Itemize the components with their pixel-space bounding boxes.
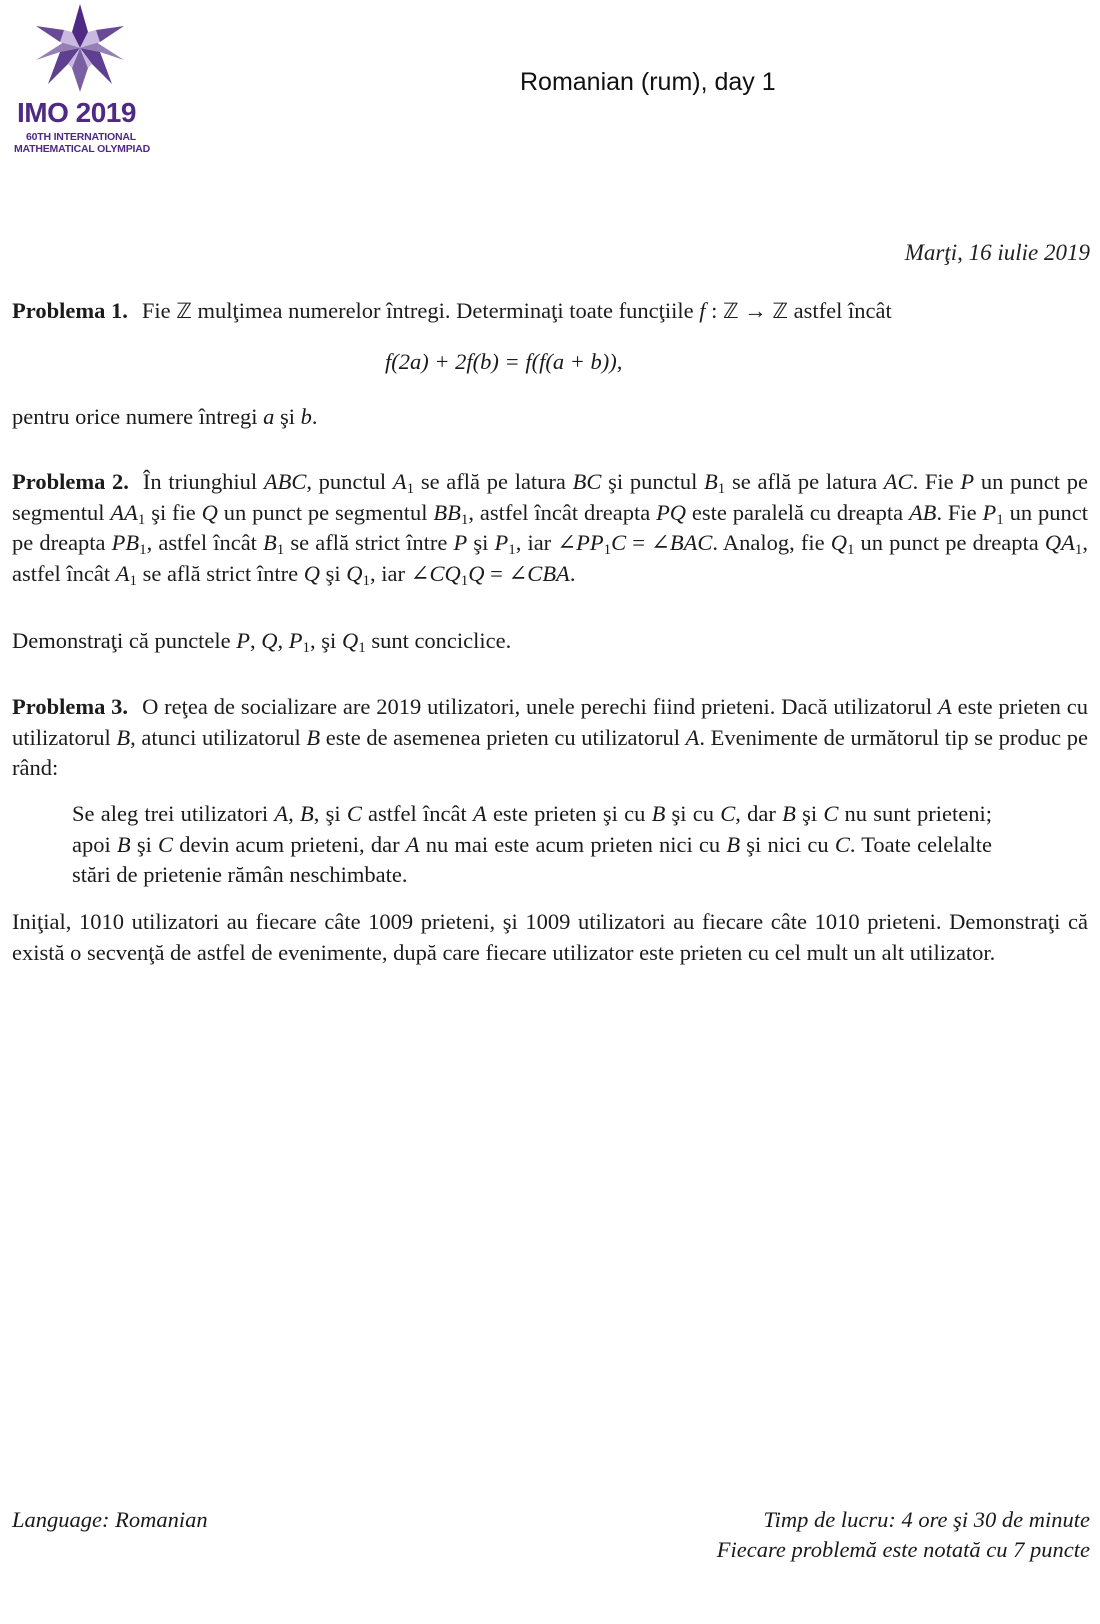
math-var: B (651, 801, 666, 826)
math-var: QA (1044, 530, 1075, 555)
text: şi (274, 404, 301, 429)
text: , (250, 628, 262, 653)
math-var: BC (572, 469, 602, 494)
math-var: a (263, 404, 275, 429)
text: , (277, 628, 289, 653)
math-var: A (405, 831, 420, 857)
problem-3-statement (12, 692, 1088, 784)
problem-1-equation: f(2a) + 2f(b) = f(f(a + b)), (385, 349, 623, 374)
text: şi (130, 831, 159, 857)
text: Fie (141, 298, 177, 323)
math-var: B (116, 831, 131, 857)
math-angle: ∠CBA (508, 560, 570, 586)
text: Demonstraţi că punctele (12, 628, 237, 653)
subscript: 1 (302, 640, 311, 656)
math-var: P (453, 530, 468, 555)
arrow-symbol: → (738, 298, 773, 323)
text: , atunci utilizatorul (130, 724, 307, 750)
text: un punct pe segmentul (12, 469, 1088, 525)
problem-3-event-description (72, 799, 992, 891)
subscript: 1 (276, 542, 285, 558)
math-var: Q (261, 628, 278, 653)
subscript: 1 (460, 511, 469, 528)
text: . Analog, fie (712, 530, 831, 555)
subscript: 1 (717, 481, 726, 497)
page-title: Romanian (rum), day 1 (520, 68, 776, 96)
text: . Fie (936, 499, 983, 525)
math-var: b (300, 404, 312, 429)
math-var: BB (433, 499, 461, 525)
logo-subtitle-line1: 60TH INTERNATIONAL (26, 131, 136, 143)
text: şi (467, 530, 495, 555)
integers-symbol: ℤ (772, 299, 788, 323)
text: . (569, 560, 576, 586)
problem-2 (12, 467, 1088, 589)
equals-symbol: = (626, 530, 652, 555)
text: , iar (370, 560, 411, 586)
text: astfel încât (361, 801, 473, 826)
problem-1-statement (12, 296, 1088, 327)
text: , astfel încât (146, 530, 264, 555)
math-var: C (346, 801, 362, 826)
equals-symbol: = (484, 560, 509, 586)
text: O reţea de socializare are 2019 utilizatori, unele perechi fiind prieteni. Dacă utilizatorul (142, 694, 938, 719)
math-var: Q (303, 560, 321, 586)
text: sunt conciclice. (365, 628, 512, 653)
math-angle: ∠CQ (410, 560, 461, 586)
problem-3-task-text: Iniţial, 1010 utilizatori au fiecare câte 1009 prieteni, şi 1009 utilizatori au fiecare câte 1010 prieteni. Demonstraţi că există o secvenţă de astfel de evenimente, după care fiecare utilizator este prieten cu cel mult un alt utilizator. (12, 909, 1088, 965)
text: . (311, 404, 318, 429)
math-var: B (299, 801, 314, 826)
text: nu sunt prieteni; apoi (72, 801, 992, 857)
math-var: B (263, 530, 277, 555)
text: este prieten şi cu (486, 801, 652, 826)
subscript: 1 (139, 542, 147, 558)
problem-1 (12, 296, 1088, 327)
text: este paralelă cu dreapta (686, 499, 909, 525)
math-var: PB (111, 530, 140, 555)
text: şi (320, 560, 347, 586)
text: . Fie (912, 469, 961, 494)
math-var: B (306, 724, 321, 750)
problem-2-statement (12, 467, 1088, 589)
math-var: A (392, 469, 407, 494)
math-var: C (834, 831, 850, 857)
subscript: 1 (362, 572, 371, 589)
problem-2-label: Problema 2. (12, 469, 129, 494)
math-var: f (699, 298, 706, 323)
text: Se aleg trei utilizatori (72, 801, 275, 826)
subscript: 1 (1074, 542, 1083, 558)
math-var: AA (110, 499, 138, 525)
text: nu mai este acum prieten nici cu (419, 831, 727, 857)
text: şi punctul (601, 469, 705, 494)
math-var: Q (341, 628, 359, 653)
imo-logo (12, 2, 152, 155)
subscript: 1 (996, 511, 1004, 528)
math-var: C (611, 530, 627, 555)
math-var: AC (883, 469, 913, 494)
text: şi cu (665, 801, 721, 826)
math-var: ABC (263, 469, 307, 494)
text: se află pe latura (414, 469, 573, 494)
text: , astfel încât dreapta (468, 499, 657, 525)
subscript: 1 (508, 542, 516, 558)
math-var: C (720, 801, 736, 826)
subscript: 1 (460, 572, 469, 589)
footer-language: Language: Romanian (12, 1507, 208, 1532)
math-var: C (823, 801, 839, 826)
text: şi (795, 801, 824, 826)
text: devin acum prieteni, dar (173, 831, 406, 857)
problem-1-condition (12, 404, 318, 430)
text: , iar (515, 530, 558, 555)
event-rule (72, 799, 992, 891)
integers-symbol: ℤ (722, 299, 739, 323)
text: mulţimea numerelor întregi. Determinaţi toate funcţiile (191, 298, 700, 323)
star-polyhedron-logo-icon (30, 2, 130, 94)
math-var: B (726, 831, 741, 857)
subscript: 1 (603, 542, 612, 558)
text: , astfel încât (12, 530, 1088, 586)
logo-title: IMO 2019 (17, 97, 136, 128)
text: şi nici cu (740, 831, 835, 857)
integers-symbol: ℤ (176, 299, 192, 323)
math-var: Q (468, 560, 485, 586)
text: este de asemenea prieten cu utilizatorul (320, 724, 686, 750)
text: . Toate celelalte stări de prietenie rămân neschimbate. (72, 831, 993, 887)
math-var: AB (908, 499, 937, 525)
math-var: PQ (656, 499, 687, 525)
text: , şi (313, 801, 347, 826)
math-var: P (494, 530, 509, 555)
text: un punct pe segmentul (217, 499, 434, 525)
math-var: Q (346, 560, 363, 586)
problem-3-task (12, 907, 1088, 968)
math-var: A (472, 801, 487, 826)
subscript: 1 (129, 572, 137, 589)
problem-3-label: Problema 3. (12, 694, 129, 719)
footer-time-limit: Timp de lucru: 4 ore şi 30 de minute (763, 1507, 1090, 1532)
text: , punctul (306, 469, 393, 494)
text: În triunghiul (142, 469, 264, 494)
text: , dar (735, 801, 783, 826)
text: un punct pe dreapta (12, 499, 1088, 555)
problem-3 (12, 692, 1088, 784)
text: un punct pe dreapta (854, 530, 1045, 555)
math-angle: ∠BAC (651, 530, 713, 555)
math-var: B (704, 469, 718, 494)
text: , şi (310, 628, 342, 653)
math-var: Q (201, 499, 218, 525)
subscript: 1 (406, 481, 415, 497)
text: : (705, 298, 723, 323)
math-var: P (288, 628, 303, 653)
math-var: A (274, 801, 289, 826)
math-var: B (782, 801, 796, 826)
problem-1-label: Problema 1. (12, 298, 128, 323)
math-var: Q (830, 530, 847, 555)
math-var: A (685, 724, 700, 750)
math-var: A (115, 560, 130, 586)
text: . Evenimente de următorul tip se produc pe rând: (12, 724, 1088, 780)
problem-2-conclusion (12, 628, 511, 654)
math-var: P (982, 499, 997, 525)
subscript: 1 (846, 542, 855, 558)
text: se află strict între (284, 530, 454, 555)
math-var: C (158, 831, 174, 857)
text: şi fie (145, 499, 202, 525)
math-var: B (116, 724, 131, 750)
text: , (288, 801, 300, 826)
math-angle: ∠PP (557, 530, 604, 555)
text: se află strict între (136, 560, 304, 586)
text: se află pe latura (725, 469, 884, 494)
math-var: A (937, 694, 952, 719)
logo-subtitle-line2: MATHEMATICAL OLYMPIAD (14, 143, 150, 155)
text: astfel încât (788, 298, 892, 323)
math-var: P (236, 628, 251, 653)
text: este prieten cu utilizatorul (12, 694, 1089, 750)
subscript: 1 (358, 640, 366, 656)
text: pentru orice numere întregi (12, 404, 264, 429)
footer-scoring: Fiecare problemă este notată cu 7 puncte (716, 1537, 1090, 1562)
exam-date: Marţi, 16 iulie 2019 (904, 240, 1090, 265)
math-var: P (960, 469, 975, 494)
subscript: 1 (137, 511, 146, 528)
